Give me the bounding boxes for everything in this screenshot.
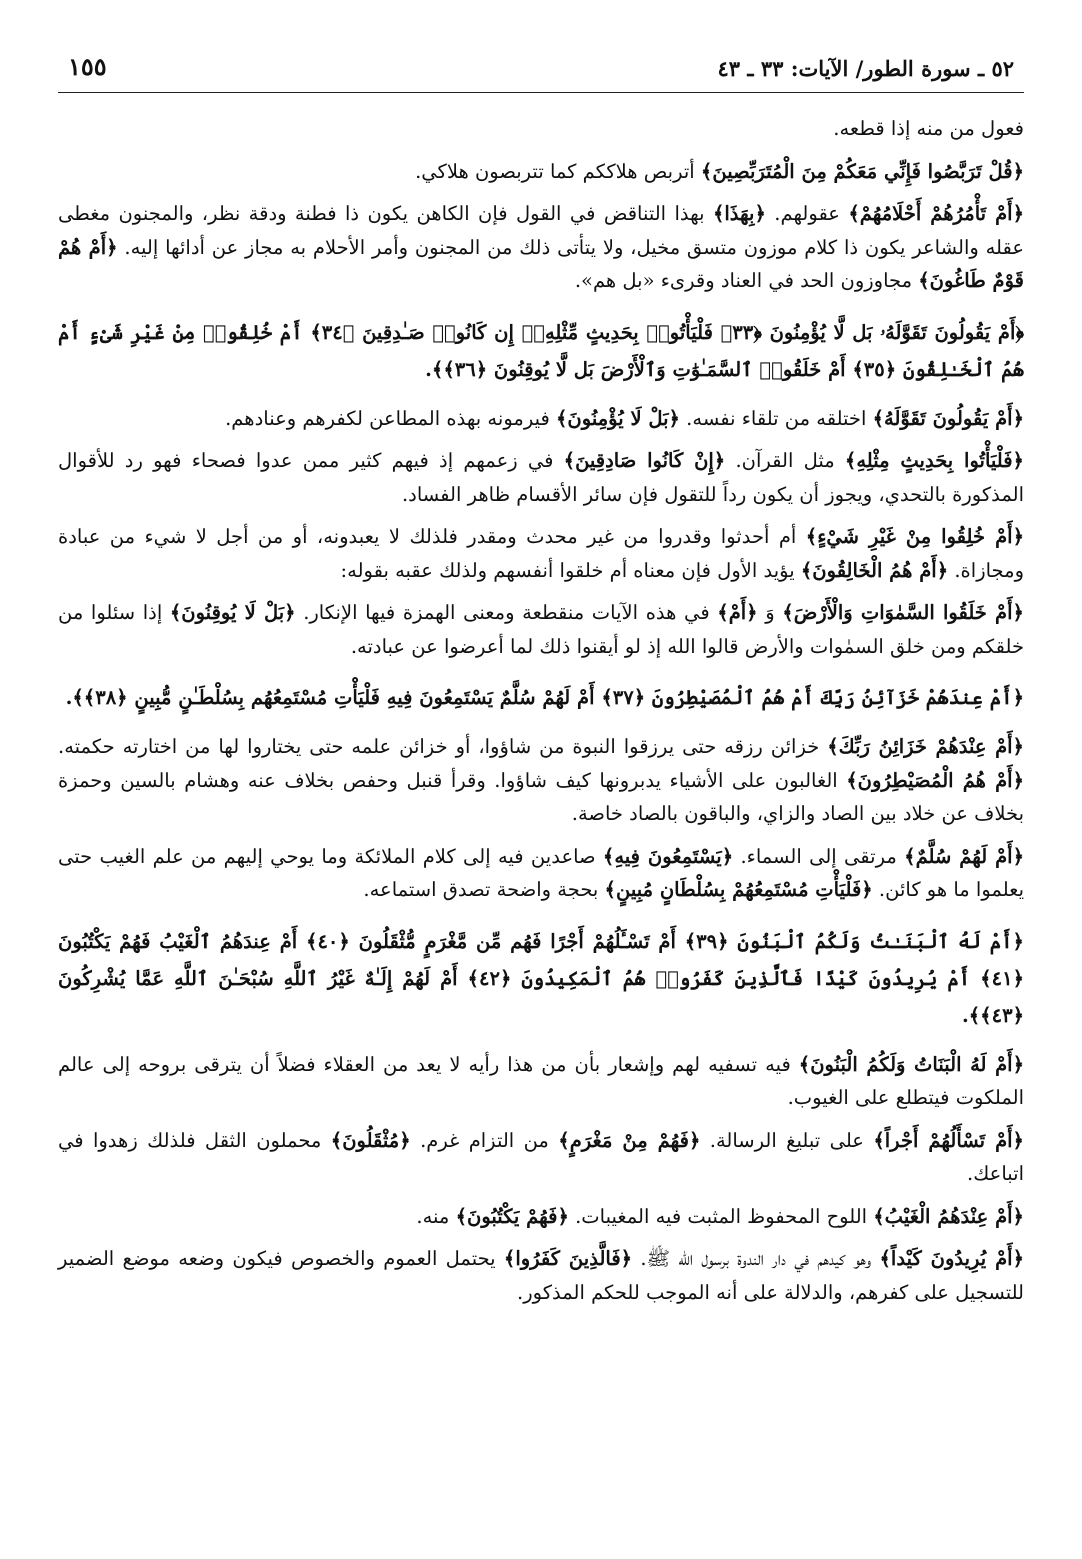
verse-text: ﴿أَمْ لَهُ ٱلْبَنَـٰتُ وَلَكُمُ ٱلْبَنُونَ ﴿٣٩﴾ أَمْ تَسْـَٔلُهُمْ أَجْرًا فَهُم مِّن مَّغْرَمٍ مُّثْقَلُونَ ﴿٤٠﴾ أَمْ عِندَهُمُ ٱلْغَيْبُ فَهُمْ يَكْتُبُونَ ﴿٤١﴾ أَمْ يُرِيدُونَ كَيْدًا فَٱلَّذِينَ كَفَرُوا۟ هُمُ ٱلْمَكِيدُونَ ﴿٤٢﴾ أَمْ لَهُمْ إِلَـٰهٌ غَيْرُ ٱللَّهِ سُبْحَـٰنَ ٱللَّهِ عَمَّا يُشْرِكُونَ ﴿٤٣﴾﴾. bbox=[58, 929, 1024, 1027]
explanation-text: أتربص هلاككم كما تتربصون هلاكي. bbox=[415, 159, 701, 183]
tafsir-paragraph bbox=[58, 840, 1024, 907]
quoted-phrase: ﴿أَمْ هُمُ الْمُصَيْطِرُونَ﴾ bbox=[846, 768, 1024, 792]
quoted-phrase: ﴿أَمْ لَهُ الْبَنَاتُ وَلَكُمُ الْبَنُونَ﴾ bbox=[798, 1052, 1025, 1076]
explanation-text: في هذه الآيات منقطعة ومعنى الهمزة فيها الإنكار. bbox=[295, 601, 718, 624]
explanation-text: اختلقه من تلقاء نفسه. bbox=[679, 406, 873, 430]
tafsir-paragraph bbox=[58, 520, 1024, 587]
page-number: ١٥٥ bbox=[68, 52, 107, 81]
quoted-phrase: ﴿مُثْقَلُونَ﴾ bbox=[330, 1128, 411, 1152]
explanation-text: صاعدين فيه إلى كلام الملائكة وما يوحي إليهم من علم الغيب حتى يعلموا ما هو كائن. bbox=[58, 844, 1024, 901]
tafsir-paragraph bbox=[58, 730, 1024, 831]
explanation-text: بحجة واضحة تصدق استماعه. bbox=[363, 878, 605, 901]
explanation-text: فيرمونه بهذه المطاعن لكفرهم وعنادهم. bbox=[225, 406, 556, 430]
explanation-text: في زعمهم إذ فيهم كثير ممن عدوا فصحاء فهو رد للأقوال المذكورة بالتحدي، ويجوز أن يكون رداً للتقول فإن سائر الأقسام ظاهر الفساد. bbox=[58, 449, 1024, 506]
tafsir-paragraph bbox=[58, 155, 1024, 189]
explanation-text: منه. bbox=[416, 1204, 456, 1228]
tafsir-paragraph bbox=[58, 1200, 1024, 1234]
explanation-text: مثل القرآن. bbox=[725, 449, 845, 472]
quoted-phrase: ﴿أَمْ يَقُولُونَ تَقَوَّلَهُ﴾ bbox=[872, 406, 1024, 430]
quoted-phrase: ﴿إِنْ كَانُوا صَادِقِينَ﴾ bbox=[563, 449, 726, 472]
quoted-phrase: ﴿أَمْ هُمُ الْخَالِقُونَ﴾ bbox=[800, 558, 949, 582]
quoted-phrase: ﴿أَمْ عِنْدَهُمُ الْغَيْبُ﴾ bbox=[873, 1204, 1024, 1228]
quoted-phrase: ﴿أَمْ خُلِقُوا مِنْ غَيْرِ شَيْءٍ﴾ bbox=[805, 525, 1024, 548]
tafsir-paragraph bbox=[58, 1242, 1024, 1309]
quoted-phrase: ﴿أَمْ لَهُمْ سُلَّمٌ﴾ bbox=[904, 844, 1024, 868]
explanation-text: وهو كيدهم في دار الندوة برسول الله ﷺ. bbox=[632, 1247, 880, 1270]
quran-verse-block bbox=[58, 923, 1024, 1034]
quoted-phrase: ﴿بَلْ لَا يُؤْمِنُونَ﴾ bbox=[556, 406, 680, 430]
explanation-text: اللوح المحفوظ المثبت فيه المغيبات. bbox=[568, 1204, 874, 1228]
quoted-phrase: ﴿بِهَذَا﴾ bbox=[712, 202, 766, 225]
commentary-text bbox=[58, 112, 1024, 1318]
verse-text: ﴿أَمْ يَقُولُونَ تَقَوَّلَهُۥ بَل لَّا يُؤْمِنُونَ ﴿٣٣﴾ فَلْيَأْتُوا۟ بِحَدِيثٍ مِّثْلِهِۦٓ إِن كَانُوا۟ صَـٰدِقِينَ ﴿٣٤﴾ أَمْ خُلِقُوا۟ مِنْ غَيْرِ شَىْءٍ أَمْ هُمُ ٱلْخَـٰلِقُونَ ﴿٣٥﴾ أَمْ خَلَقُوا۟ ٱلسَّمَـٰوَٰتِ وَٱلْأَرْضَ بَل لَّا يُوقِنُونَ ﴿٣٦﴾﴾. bbox=[58, 320, 1024, 381]
page-header bbox=[58, 52, 1024, 93]
tafsir-paragraph bbox=[58, 596, 1024, 663]
quoted-phrase: ﴿أَمْ يُرِيدُونَ كَيْداً﴾ bbox=[879, 1247, 1025, 1270]
quoted-phrase: ﴿فَلْيَأْتِ مُسْتَمِعُهُمْ بِسُلْطَانٍ مُبِينٍ﴾ bbox=[604, 878, 873, 901]
tafsir-paragraph bbox=[58, 1048, 1024, 1115]
quoted-phrase: ﴿فَهُمْ مِنْ مَغْرَمٍ﴾ bbox=[558, 1128, 701, 1152]
tafsir-paragraph bbox=[58, 444, 1024, 511]
explanation-text: بهذا التناقض في القول فإن الكاهن يكون ذا فطنة ودقة نظر، والمجنون مغطى عقله والشاعر يكون ذا كلام موزون متسق مخيل، ولا يتأتى ذلك من المجنون وأمر الأحلام به مجاز عن أدائها إليه. bbox=[58, 202, 1024, 259]
quran-verse-block bbox=[58, 314, 1024, 388]
tafsir-paragraph bbox=[58, 197, 1024, 298]
explanation-text: فعول من منه إذا قطعه. bbox=[833, 117, 1024, 140]
explanation-text: محملون الثقل فلذلك زهدوا في اتباعك. bbox=[58, 1128, 1024, 1185]
explanation-text: من التزام غرم. bbox=[410, 1128, 559, 1152]
quran-verse-block bbox=[58, 679, 1024, 716]
quoted-phrase: ﴿بَلْ لَا يُوقِنُونَ﴾ bbox=[169, 601, 296, 624]
tafsir-paragraph bbox=[58, 1124, 1024, 1191]
explanation-text: مرتقى إلى السماء. bbox=[733, 844, 905, 868]
explanation-text: خزائن رزقه حتى يرزقوا النبوة من شاؤوا، أو خزائن علمه حتى يختاروا لها من اختارته حكمته. bbox=[58, 735, 828, 758]
explanation-text: إذا سئلوا من خلقكم ومن خلق السمٰوات والأرض قالوا الله إذ لو أيقنوا ذلك لما أعرضوا عن عبادته. bbox=[58, 601, 1024, 658]
explanation-text: وَ bbox=[757, 601, 783, 624]
tafsir-paragraph bbox=[58, 402, 1024, 436]
explanation-text: الغالبون على الأشياء يدبرونها كيف شاؤوا. وقرأ قنبل وحفص بخلاف عنه وهشام بالسين وحمزة بخلاف عن خلاد بين الصاد والزاي، والباقون بالصاد خاصة. bbox=[58, 768, 1024, 825]
explanation-text: فيه تسفيه لهم وإشعار بأن من هذا رأيه لا يعد من العقلاء فضلاً أن يترقى بروحه إلى عالم الملكوت فيتطلع على الغيوب. bbox=[58, 1052, 1024, 1109]
quoted-phrase: ﴿فَهُمْ يَكْتُبُونَ﴾ bbox=[455, 1204, 569, 1228]
explanation-text: يحتمل العموم والخصوص فيكون وضعه موضع الضمير للتسجيل على كفرهم، والدلالة على أنه الموجب للحكم المذكور. bbox=[58, 1247, 1024, 1304]
quoted-phrase: ﴿فَلْيَأْتُوا بِحَدِيثٍ مِثْلِهِ﴾ bbox=[844, 449, 1024, 472]
quoted-phrase: ﴿يَسْتَمِعُونَ فِيهِ﴾ bbox=[602, 844, 734, 868]
explanation-text: يؤيد الأول فإن معناه أم خلقوا أنفسهم ولذلك عقبه بقوله: bbox=[340, 558, 801, 582]
explanation-text: على تبليغ الرسالة. bbox=[700, 1128, 874, 1152]
quoted-phrase: ﴿فَالَّذِينَ كَفَرُوا﴾ bbox=[503, 1247, 633, 1270]
explanation-text: مجاوزون الحد في العناد وقرىء «بل هم». bbox=[574, 269, 919, 292]
running-title: ٥٢ ـ سورة الطور/ الآيات: ٣٣ ـ ٤٣ bbox=[717, 56, 1014, 81]
verse-text: ﴿أَمْ عِندَهُمْ خَزَآئِنُ رَبِّكَ أَمْ هُمُ ٱلْمُصَيْطِرُونَ ﴿٣٧﴾ أَمْ لَهُمْ سُلَّمٌ يَسْتَمِعُونَ فِيهِ فَلْيَأْتِ مُسْتَمِعُهُم بِسُلْطَـٰنٍ مُّبِينٍ ﴿٣٨﴾﴾. bbox=[65, 686, 1024, 709]
continued-paragraph bbox=[58, 112, 1024, 146]
quoted-phrase: ﴿أَمْ تَسْأَلُهُمْ أَجْراً﴾ bbox=[873, 1128, 1024, 1152]
quoted-phrase: ﴿أَمْ﴾ bbox=[717, 601, 758, 624]
explanation-text: عقولهم. bbox=[765, 202, 849, 225]
quoted-phrase: ﴿أَمْ هُمْ قَوْمٌ طَاغُونَ﴾ bbox=[58, 235, 1024, 292]
explanation-text: أم أحدثوا وقدروا من غير محدث ومقدر فلذلك لا يعبدونه، أو من أجل لا شيء من عبادة ومجازاة. bbox=[58, 525, 1024, 582]
quoted-phrase: ﴿قُلْ تَرَبَّصُوا فَإِنِّي مَعَكُمْ مِنَ الْمُتَرَبِّصِينَ﴾ bbox=[700, 159, 1024, 183]
quoted-phrase: ﴿أَمْ عِنْدَهُمْ خَزَائِنُ رَبِّكَ﴾ bbox=[827, 735, 1024, 758]
quoted-phrase: ﴿أَمْ تَأْمُرُهُمْ أَحْلَامُهُمْ﴾ bbox=[848, 202, 1024, 225]
quoted-phrase: ﴿أَمْ خَلَقُوا السَّمٰوَاتِ وَالْأَرْضَ﴾ bbox=[782, 601, 1024, 624]
